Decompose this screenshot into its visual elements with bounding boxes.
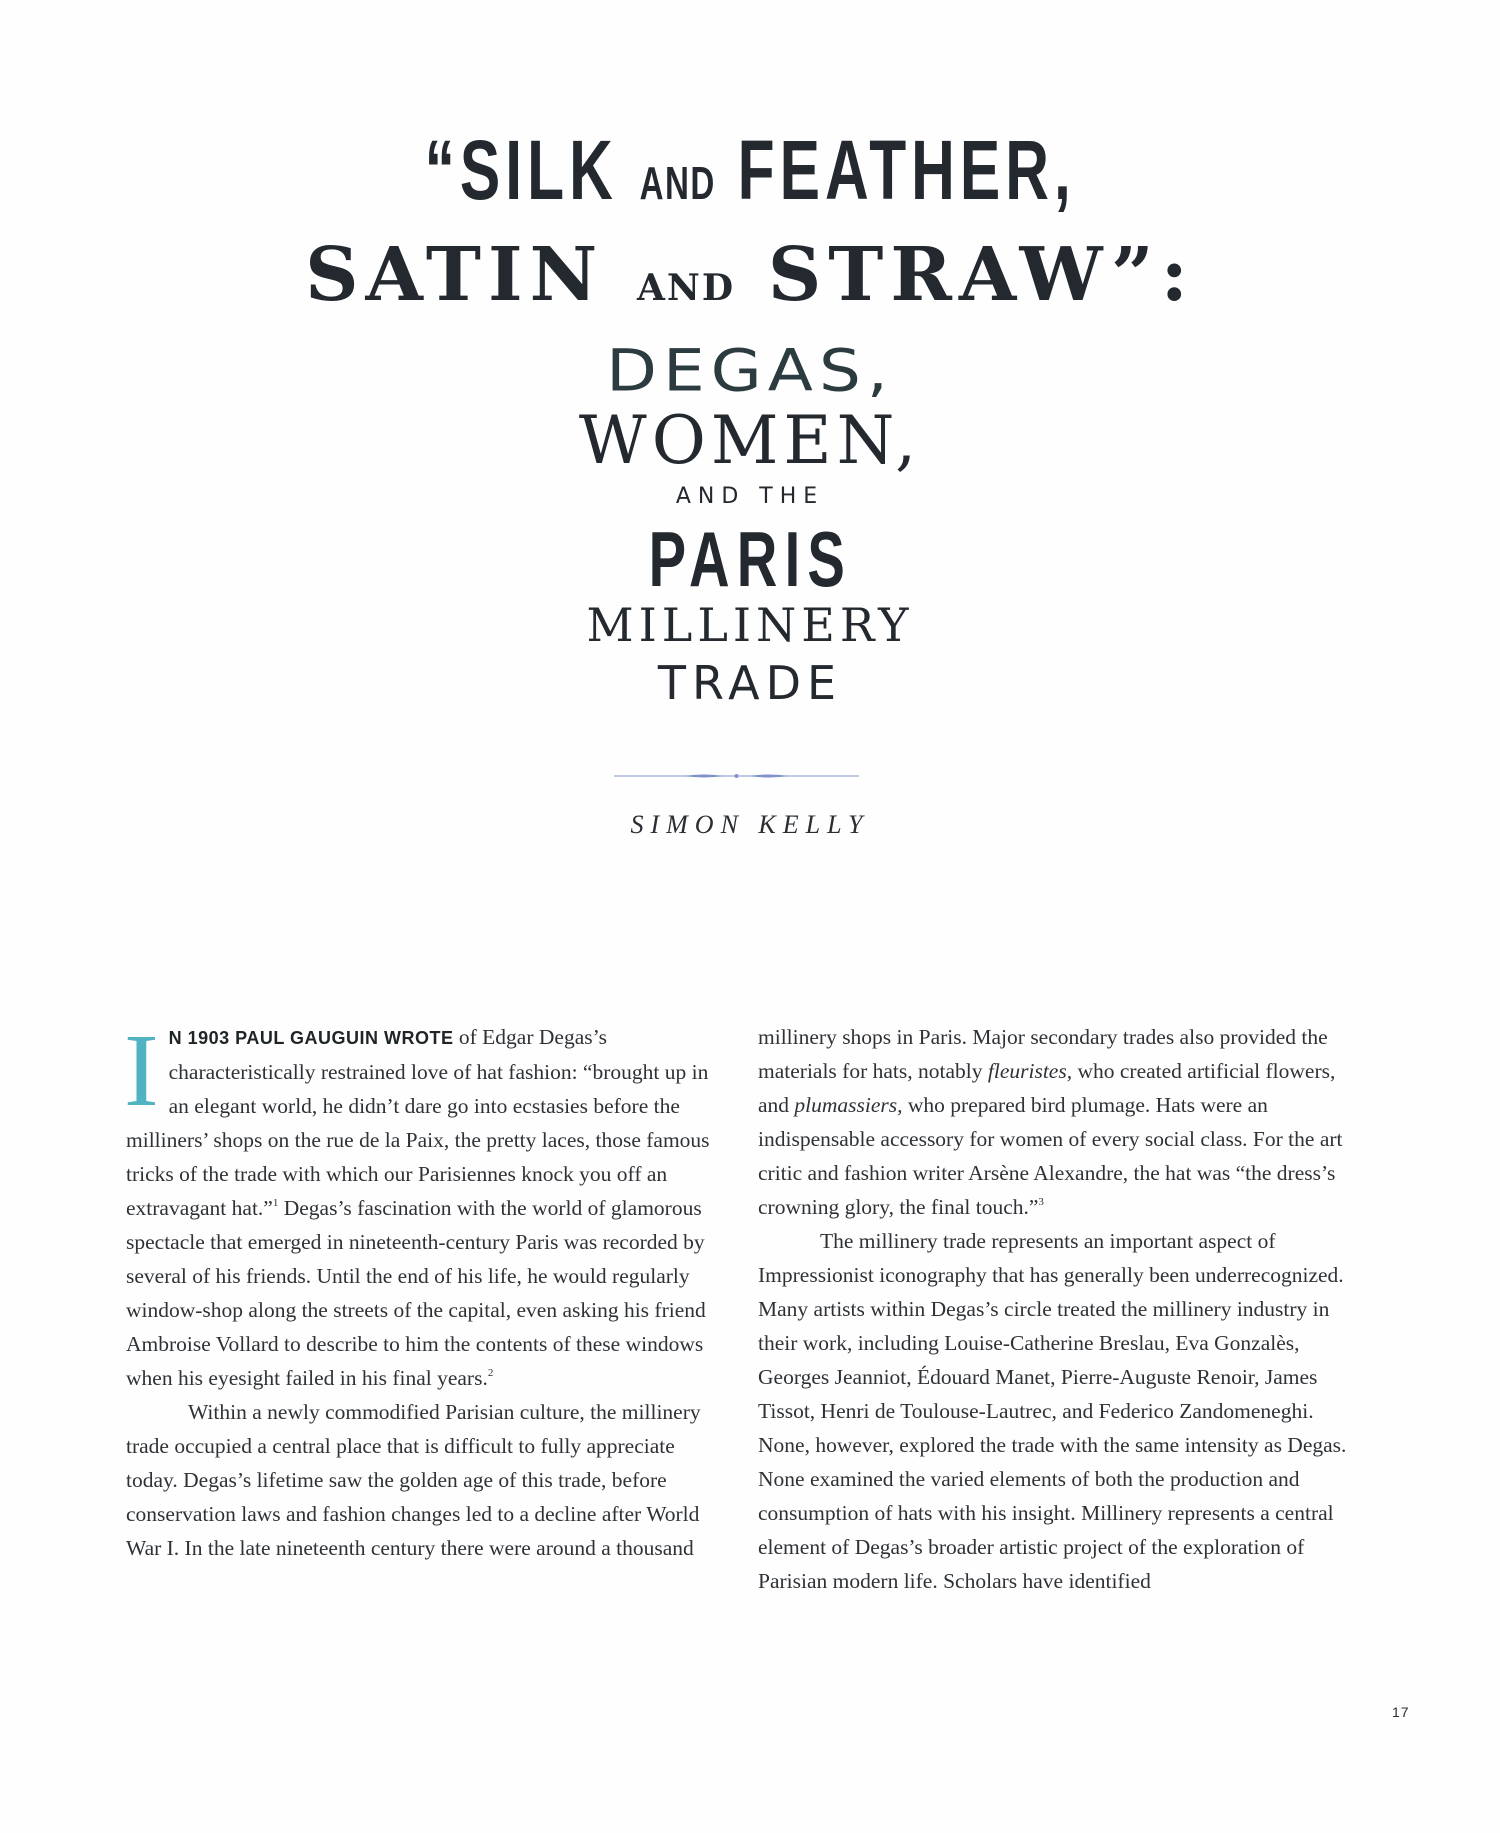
paragraph: Within a newly commodified Parisian culture, the millinery trade occupied a central place that is difficult to fully appreciate today. Degas’s lifetime saw the golden age of this trade, before conservation laws and fashion changes led to a decline after World War I. In the late nineteenth century there were around a thousand (126, 1400, 701, 1560)
paragraph: millinery shops in Paris. Major secondary trades also provided the materials for hats, notably fleuristes, who created artificial flowers, and plumassiers, who prepared bird plumage. Hats were an indispensable accessory for women of every social class. For the art critic and fashion writer Arsène Alexandre, the hat was “the dress’s crowning glory, the final touch.”$^3$ (758, 1025, 1343, 1219)
body-column-left (124, 1013, 716, 1565)
title-line-and-the: AND THE (675, 484, 825, 509)
title-line-trade: TRADE (657, 656, 843, 710)
title-line-satin-and-straw: SATIN AND STRAW”: (305, 232, 1195, 318)
title-line-silk-and-feather: “SILK AND FEATHER, (424, 123, 1076, 217)
title-line-degas: DEGAS, (606, 336, 894, 405)
author-byline: SIMON KELLY (630, 810, 870, 839)
chapter-title (0, 123, 1500, 710)
lead-in-smallcaps: N 1903 PAUL GAUGUIN WROTE (168, 1028, 454, 1048)
title-line-women: WOMEN, (578, 402, 922, 479)
title-line-paris: PARIS (648, 515, 852, 603)
footnote-ref: 2 (487, 1367, 494, 1379)
ornament-divider (614, 770, 859, 782)
paragraph: The millinery trade represents an important aspect of Impressionist iconography that has generally been underrecognized. Many artists within Degas’s circle treated the millinery industry in their work, including Louise-Catherine Breslau, Eva Gonzalès, Georges Jeanniot, Édouard Manet, Pierre-Auguste Renoir, James Tissot, Henri de Toulouse-Lautrec, and Federico Zandomeneghi. None, however, explored the trade with the same intensity as Degas. None examined the varied elements of both the production and consumption of hats with his insight. Millinery represents a central element of Degas’s broader artistic project of the exploration of Parisian modern life. Scholars have identified (758, 1229, 1347, 1593)
footnote-ref: 3 (1038, 1196, 1044, 1208)
footnote-ref: 1 (272, 1197, 279, 1209)
title-line-millinery: MILLINERY (586, 598, 914, 652)
page-number: 17 (1392, 1704, 1410, 1720)
drop-cap: I (124, 1013, 159, 1128)
body-column-right (758, 1020, 1358, 1598)
paragraph: I N 1903 PAUL GAUGUIN WROTE of Edgar Degas’s characteristically restrained love of hat fashion: “brought up in an elegant world, he didn’t dare go into ecstasies before the milliners’ shops on the rue de la Paix, the pretty laces, those famous tricks of the trade with which our Parisiennes knock you off an extravagant hat.”$^1$ Degas’s fascination with the world of glamorous spectacle that emerged in nineteenth-century Paris was recorded by several of his friends. Until the end of his life, he would regularly window-shop along the streets of the capital, even asking his friend Ambroise Vollard to describe to him the contents of these windows when his eyesight failed in his final years.$^2$ (124, 1013, 710, 1390)
